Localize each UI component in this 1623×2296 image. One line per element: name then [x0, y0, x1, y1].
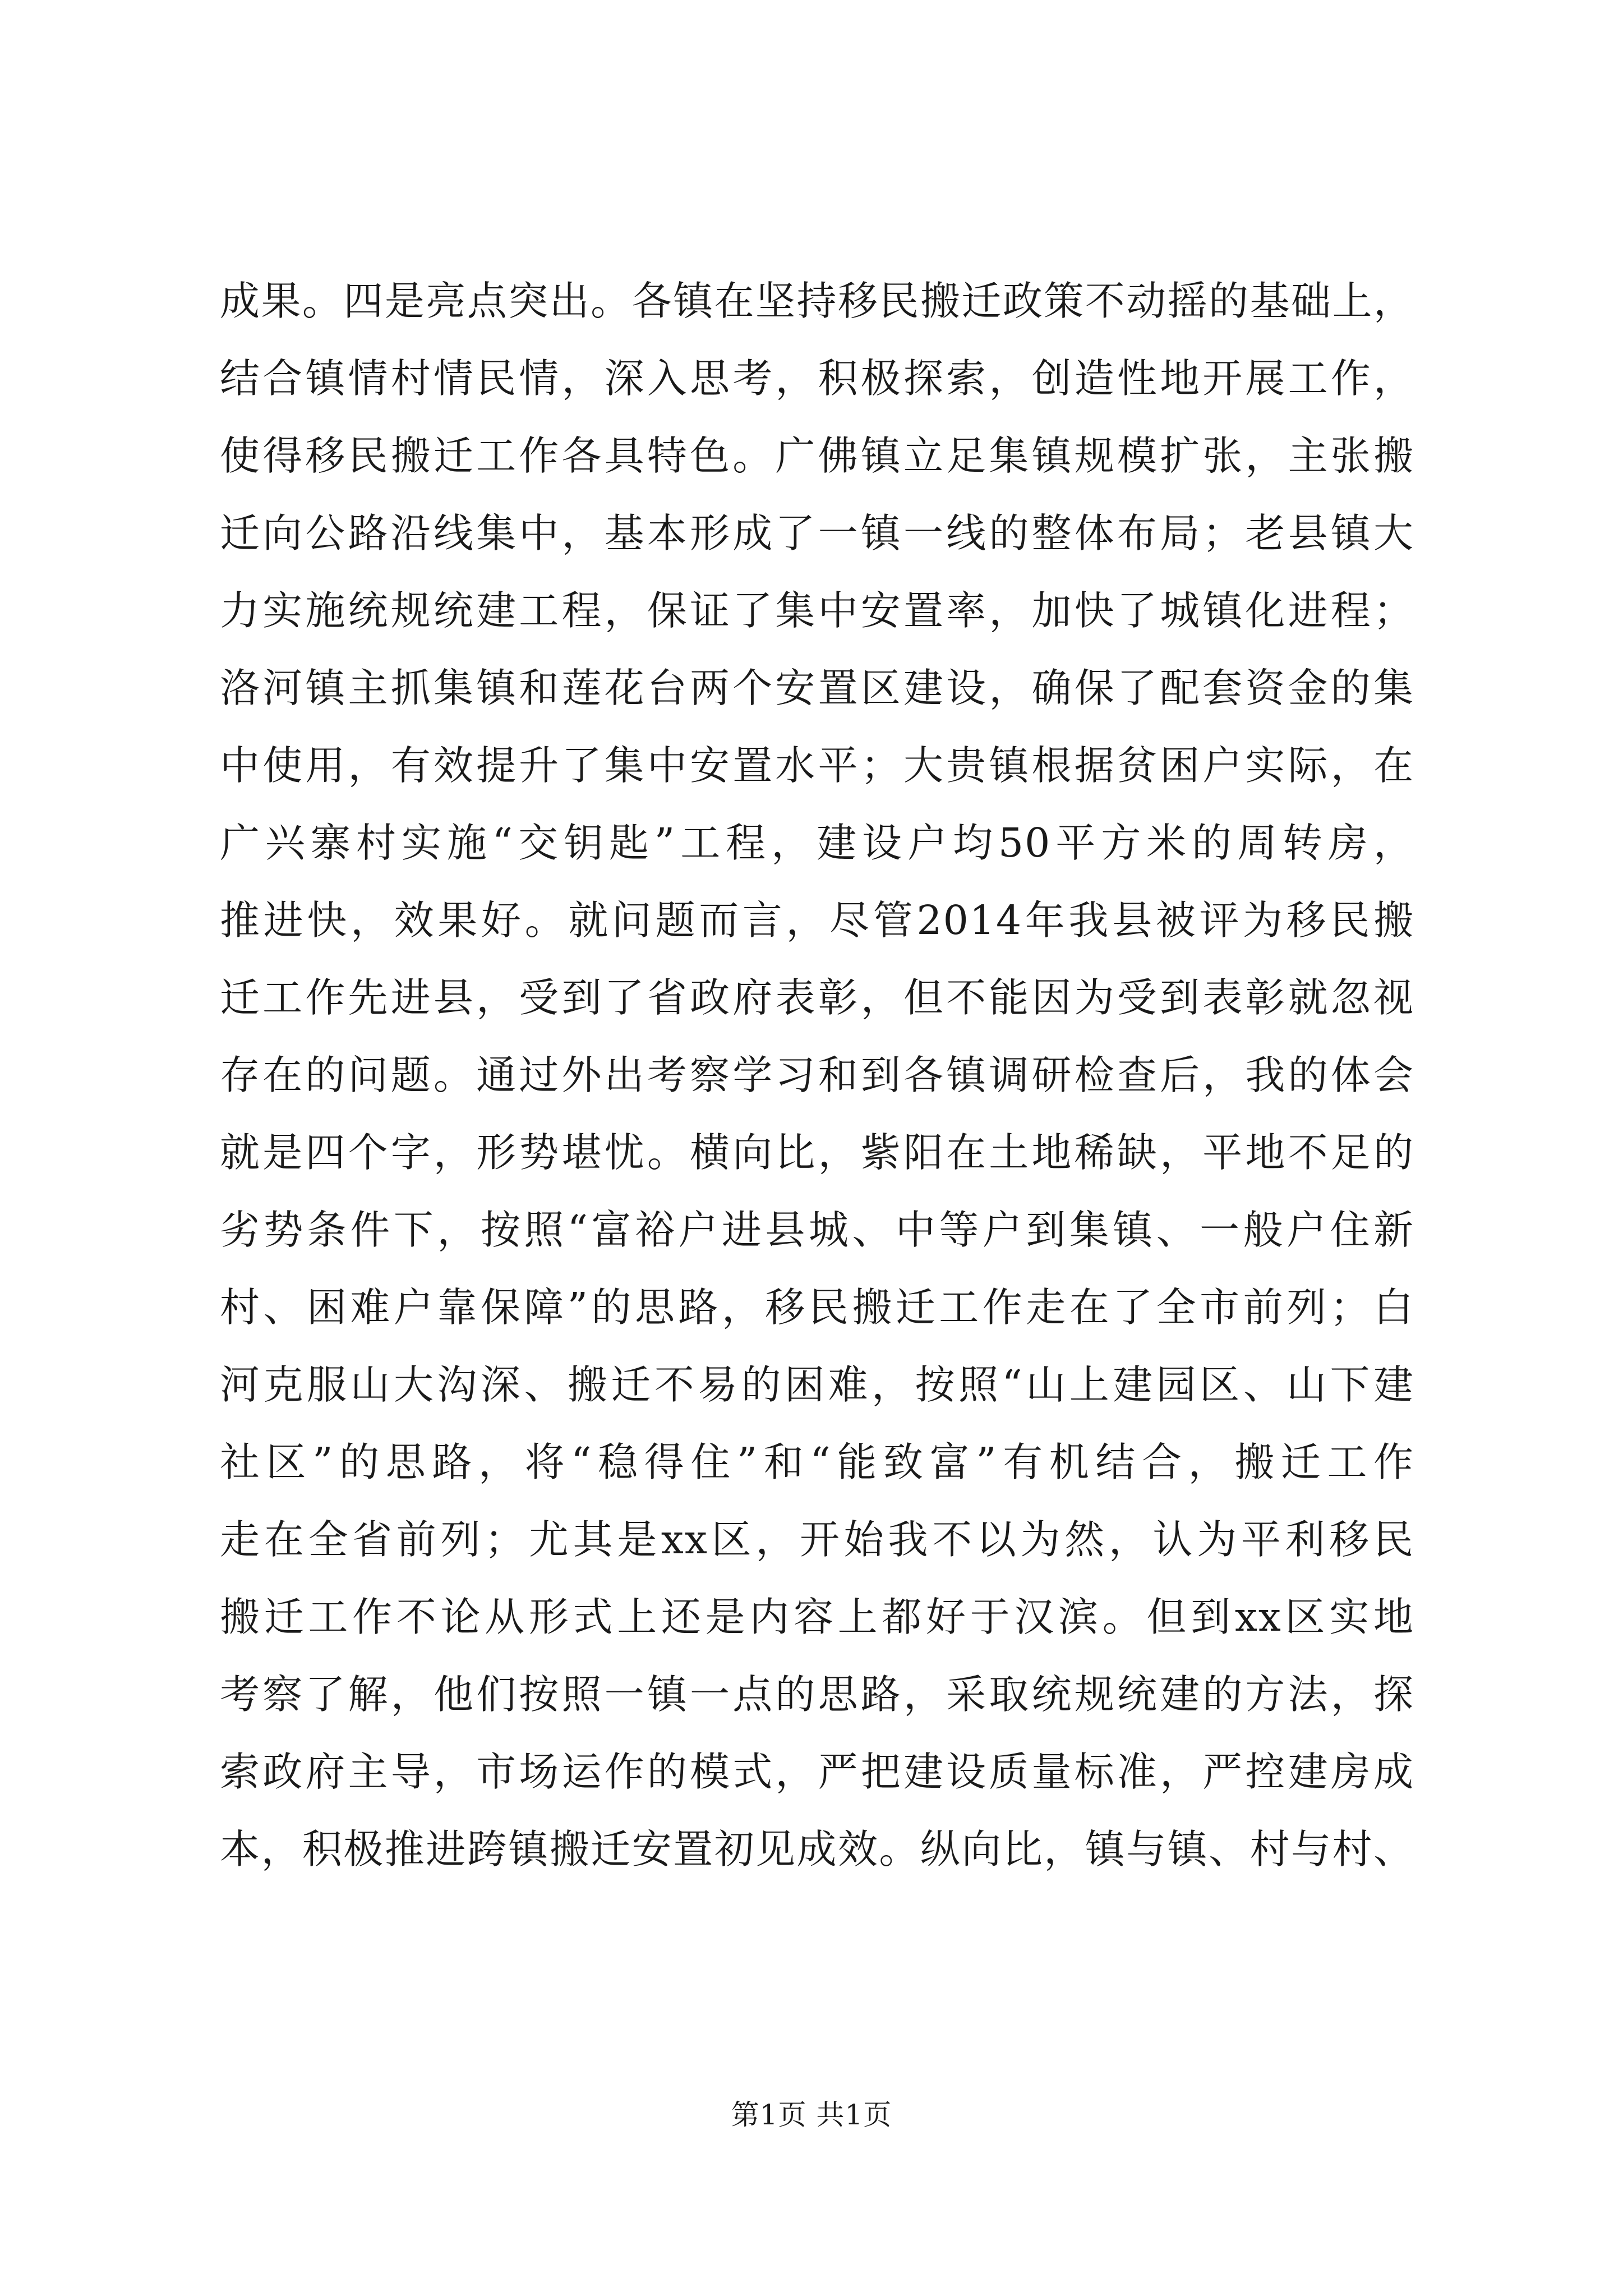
- text-line: 推进快，效果好。就问题而言，尽管2014年我县被评为移民搬: [220, 897, 1414, 944]
- text-line: 河克服山大沟深、搬迁不易的困难，按照“山上建园区、山下建: [220, 1361, 1414, 1408]
- text-line: 村、困难户靠保障”的思路，移民搬迁工作走在了全市前列；白: [220, 1284, 1414, 1331]
- text-line: 成果。四是亮点突出。各镇在坚持移民搬迁政策不动摇的基础上，: [220, 278, 1414, 324]
- text-line: 迁向公路沿线集中，基本形成了一镇一线的整体布局；老县镇大: [220, 510, 1414, 556]
- page-footer: 第1页 共1页: [731, 2099, 892, 2131]
- text-line: 走在全省前列；尤其是xx区，开始我不以为然，认为平利移民: [220, 1516, 1414, 1563]
- text-line: 使得移民搬迁工作各具特色。广佛镇立足集镇规模扩张，主张搬: [220, 432, 1414, 479]
- text-line: 力实施统规统建工程，保证了集中安置率，加快了城镇化进程；: [220, 587, 1414, 634]
- text-line: 社区”的思路，将“稳得住”和“能致富”有机结合，搬迁工作: [220, 1439, 1414, 1485]
- text-line: 结合镇情村情民情，深入思考，积极探索，创造性地开展工作，: [220, 355, 1414, 402]
- text-line: 洛河镇主抓集镇和莲花台两个安置区建设，确保了配套资金的集: [220, 665, 1414, 711]
- text-line: 本，积极推进跨镇搬迁安置初见成效。纵向比，镇与镇、村与村、: [220, 1826, 1414, 1872]
- text-line: 劣势条件下，按照“富裕户进县城、中等户到集镇、一般户住新: [220, 1207, 1414, 1253]
- text-line: 考察了解，他们按照一镇一点的思路，采取统规统建的方法，探: [220, 1671, 1414, 1718]
- text-line: 搬迁工作不论从形式上还是内容上都好于汉滨。但到xx区实地: [220, 1594, 1414, 1640]
- text-line: 广兴寨村实施“交钥匙”工程，建设户均50平方米的周转房，: [220, 820, 1414, 866]
- text-line: 迁工作先进县，受到了省政府表彰，但不能因为受到表彰就忽视: [220, 974, 1414, 1021]
- text-line: 就是四个字，形势堪忧。横向比，紫阳在土地稀缺，平地不足的: [220, 1129, 1414, 1176]
- text-line: 索政府主导，市场运作的模式，严把建设质量标准，严控建房成: [220, 1749, 1414, 1795]
- body-text: [220, 263, 1414, 1888]
- text-line: 中使用，有效提升了集中安置水平；大贵镇根据贫困户实际，在: [220, 742, 1414, 789]
- text-line: 存在的问题。通过外出考察学习和到各镇调研检查后，我的体会: [220, 1052, 1414, 1098]
